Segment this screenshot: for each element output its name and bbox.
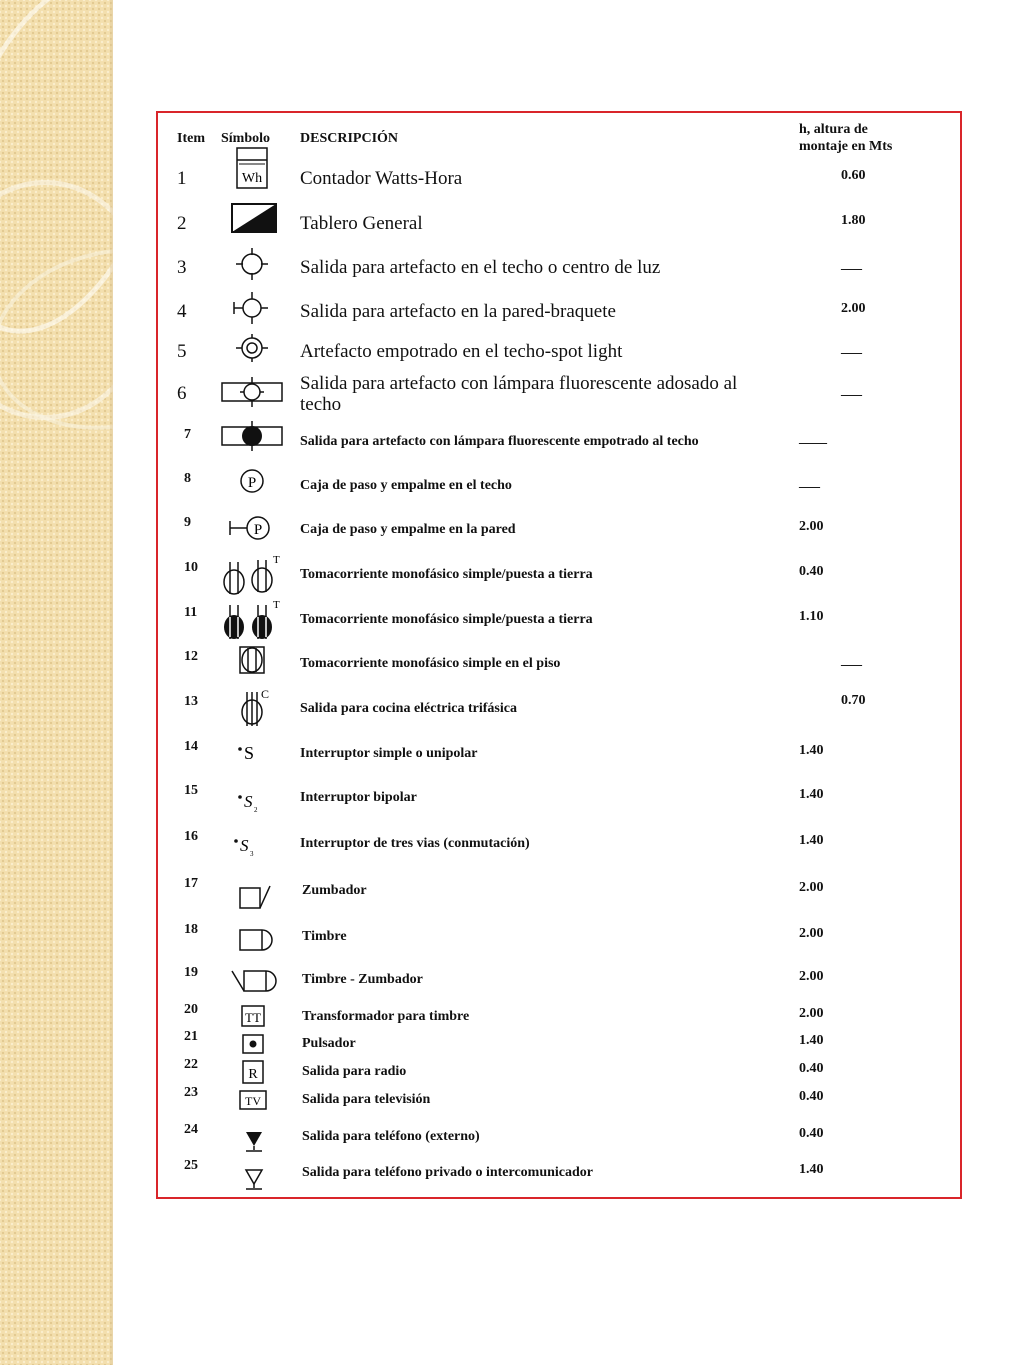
row-height: 2.00 (799, 926, 824, 941)
row-height: 0.40 (799, 1089, 824, 1104)
recessed-fluorescent-icon (216, 415, 288, 459)
header-symbol: Símbolo (221, 131, 271, 146)
row-description: Caja de paso y empalme en la pared (300, 522, 516, 537)
double-pole-switch-icon (216, 783, 288, 827)
item-number: 21 (184, 1029, 198, 1044)
outlet-high-icon (216, 599, 288, 643)
row-description: Salida para cocina eléctrica trifásica (300, 701, 517, 716)
item-number: 12 (184, 649, 198, 664)
item-number: 10 (184, 560, 198, 575)
row-description: Interruptor simple o unipolar (300, 746, 478, 761)
item-number: 19 (184, 965, 198, 980)
row-description: Contador Watts-Hora (300, 168, 463, 189)
row-description: Salida para teléfono privado o intercomunicador (302, 1165, 594, 1180)
bell-icon (216, 918, 288, 962)
three-way-switch-icon (216, 827, 288, 871)
item-number: 20 (184, 1002, 198, 1017)
item-number: 23 (184, 1085, 198, 1100)
watt-hour-meter-icon (216, 155, 288, 199)
header-height-line1: h, altura de (799, 122, 868, 137)
item-number: 16 (184, 829, 198, 844)
row-height: 1.40 (799, 833, 824, 848)
general-panel-icon (216, 200, 288, 244)
symbol-label: C (261, 687, 270, 701)
symbol-label: P (247, 475, 257, 491)
symbols-table (156, 111, 962, 1199)
outlet-low-icon (216, 554, 288, 598)
row-height: ____ (799, 431, 827, 446)
item-number: 5 (177, 341, 187, 362)
row-height: 2.00 (799, 880, 824, 895)
row-description: Salida para artefacto en el techo o centro de luz (300, 257, 661, 278)
row-height: 1.40 (799, 1033, 824, 1048)
symbol-label: S (244, 792, 253, 811)
row-height: 1.80 (841, 213, 866, 228)
row-height: 0.70 (841, 693, 866, 708)
item-number: 13 (184, 694, 198, 709)
symbol-label: T (273, 554, 280, 566)
surface-fluorescent-icon (216, 371, 288, 415)
row-height: 2.00 (799, 969, 824, 984)
row-description: Timbre - Zumbador (302, 972, 423, 987)
row-height: 0.60 (841, 168, 866, 183)
row-height: 0.40 (799, 1126, 824, 1141)
row-height: 0.40 (799, 1061, 824, 1076)
spot-light-icon (216, 328, 288, 372)
row-description: Pulsador (302, 1036, 356, 1051)
item-number: 2 (177, 213, 187, 234)
row-description: Interruptor de tres vias (conmutación) (300, 836, 530, 851)
row-height: 2.00 (799, 1006, 824, 1021)
single-pole-switch-icon (216, 735, 288, 779)
symbol-label: S (240, 836, 249, 855)
symbol-label: TT (245, 1010, 261, 1025)
row-height: 1.40 (799, 1162, 824, 1177)
ceiling-junction-box-icon (216, 459, 288, 503)
wall-junction-box-icon (216, 507, 288, 551)
item-number: 11 (184, 605, 198, 620)
row-description: Tablero General (300, 213, 423, 234)
row-height: ___ (799, 475, 820, 490)
row-description: Salida para teléfono (externo) (302, 1129, 480, 1144)
row-description: Transformador para timbre (302, 1009, 470, 1024)
item-number: 24 (184, 1122, 198, 1137)
symbol-label: TV (245, 1094, 261, 1108)
item-number: 1 (177, 168, 187, 189)
ceiling-outlet-icon (216, 244, 288, 288)
buzzer-icon (216, 876, 288, 920)
item-number: 15 (184, 783, 198, 798)
item-number: 7 (184, 427, 191, 442)
item-number: 18 (184, 922, 198, 937)
symbol-label: T (273, 599, 280, 611)
row-description: Caja de paso y empalme en el techo (300, 478, 512, 493)
row-height: 2.00 (799, 519, 824, 534)
row-description: Zumbador (302, 883, 367, 898)
symbol-subscript: 3 (250, 850, 254, 858)
row-height: ___ (841, 341, 862, 356)
symbol-label: Wh (241, 171, 263, 186)
intercom-outlet-icon (216, 1156, 288, 1200)
floor-outlet-icon (216, 639, 288, 683)
row-height: ___ (841, 257, 862, 272)
item-number: 9 (184, 515, 191, 530)
item-number: 3 (177, 257, 187, 278)
row-description: Salida para artefacto con lámpara fluorescente adosado al techo (300, 373, 738, 415)
header-item: Item (177, 131, 205, 146)
row-description: Tomacorriente monofásico simple en el piso (300, 656, 561, 671)
row-description: Salida para radio (302, 1064, 407, 1079)
row-height: 0.40 (799, 564, 824, 579)
row-description: Timbre (302, 929, 347, 944)
row-description: Salida para artefacto con lámpara fluorescente empotrado al techo (300, 434, 699, 449)
item-number: 17 (184, 876, 198, 891)
symbol-label: S (244, 743, 255, 763)
row-height: 1.40 (799, 787, 824, 802)
row-height: 2.00 (841, 301, 866, 316)
wall-bracket-outlet-icon (216, 288, 288, 332)
row-description: Tomacorriente monofásico simple/puesta a tierra (300, 612, 593, 627)
tv-outlet-icon (216, 1079, 288, 1123)
row-description: Artefacto empotrado en el techo-spot light (300, 341, 623, 362)
header-height (799, 121, 939, 155)
item-number: 22 (184, 1057, 198, 1072)
row-description: Salida para televisión (302, 1092, 431, 1107)
row-description: Salida para artefacto en la pared-braquete (300, 301, 616, 322)
row-description: Tomacorriente monofásico simple/puesta a tierra (300, 567, 593, 582)
item-number: 25 (184, 1158, 198, 1173)
item-number: 4 (177, 301, 187, 322)
header-height-line2: montaje en Mts (799, 139, 893, 154)
row-height: 1.10 (799, 609, 824, 624)
symbol-label: R (248, 1067, 258, 1082)
item-number: 8 (184, 471, 191, 486)
three-phase-stove-outlet-icon (216, 686, 288, 730)
row-height: ___ (841, 383, 862, 398)
symbol-label: P (253, 522, 263, 538)
symbol-subscript: 2 (254, 806, 258, 814)
item-number: 6 (177, 383, 187, 404)
row-height: 1.40 (799, 743, 824, 758)
item-number: 14 (184, 739, 198, 754)
row-description: Interruptor bipolar (300, 790, 417, 805)
row-height: ___ (841, 653, 862, 668)
header-description: DESCRIPCIÓN (300, 131, 399, 146)
decorative-sidebar (0, 0, 113, 1365)
